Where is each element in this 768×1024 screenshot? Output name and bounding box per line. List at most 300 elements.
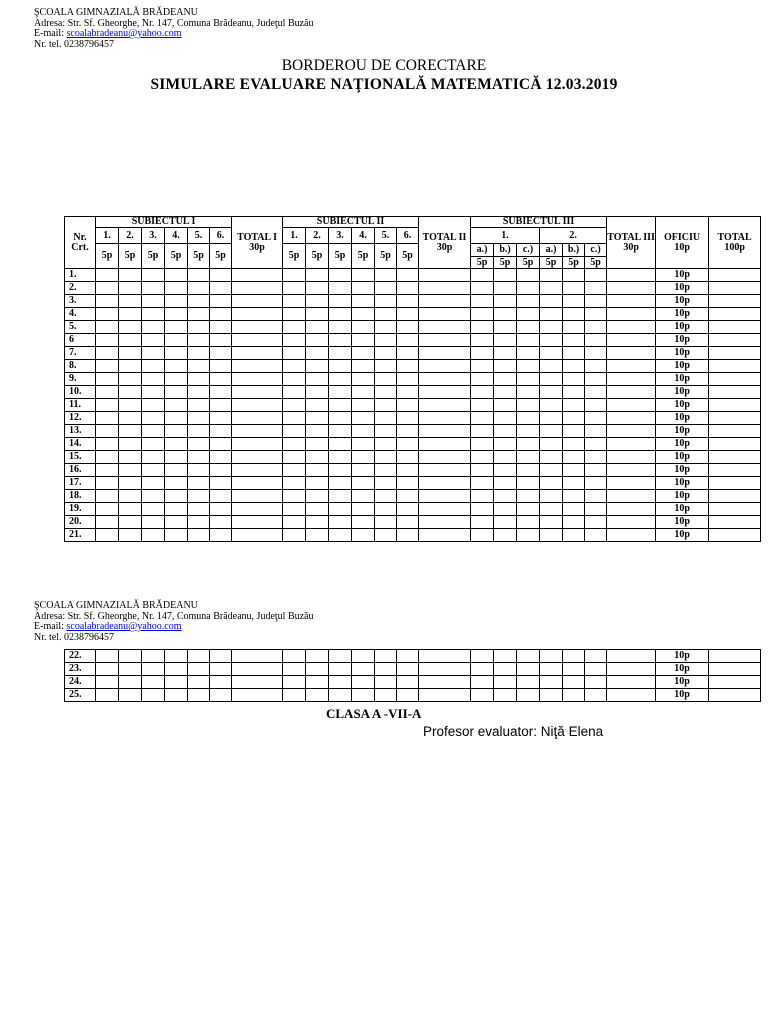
grade-cell[interactable] [471,516,494,529]
grade-cell[interactable] [96,503,119,516]
grade-cell[interactable] [329,412,352,425]
grade-cell[interactable] [210,464,232,477]
grade-cell[interactable] [232,529,283,542]
grade-cell[interactable] [397,425,419,438]
grade-cell[interactable] [210,676,232,689]
grade-cell[interactable] [329,689,352,702]
grade-cell[interactable] [165,676,188,689]
grade-cell[interactable] [306,477,329,490]
grade-cell[interactable] [210,360,232,373]
grade-cell[interactable] [232,438,283,451]
grade-cell[interactable] [232,386,283,399]
grade-cell[interactable] [96,689,119,702]
grade-cell[interactable] [585,269,607,282]
total-cell[interactable] [709,269,761,282]
grade-cell[interactable] [165,425,188,438]
grade-cell[interactable] [563,438,585,451]
grade-cell[interactable] [397,676,419,689]
grade-cell[interactable] [306,347,329,360]
grade-cell[interactable] [188,386,210,399]
total-cell[interactable] [709,386,761,399]
grade-cell[interactable] [540,464,563,477]
grade-cell[interactable] [165,269,188,282]
grade-cell[interactable] [352,399,375,412]
grade-cell[interactable] [563,334,585,347]
grade-cell[interactable] [329,490,352,503]
grade-cell[interactable] [585,464,607,477]
grade-cell[interactable] [517,360,540,373]
grade-cell[interactable] [96,650,119,663]
grade-cell[interactable] [306,321,329,334]
grade-cell[interactable] [517,425,540,438]
grade-cell[interactable] [607,412,656,425]
grade-cell[interactable] [471,663,494,676]
grade-cell[interactable] [119,689,142,702]
grade-cell[interactable] [397,347,419,360]
grade-cell[interactable] [96,282,119,295]
grade-cell[interactable] [352,490,375,503]
grade-cell[interactable] [397,503,419,516]
grade-cell[interactable] [119,477,142,490]
grade-cell[interactable] [397,490,419,503]
grade-cell[interactable] [329,334,352,347]
grade-cell[interactable] [119,676,142,689]
grade-cell[interactable] [283,490,306,503]
grade-cell[interactable] [352,321,375,334]
grade-cell[interactable] [142,334,165,347]
grade-cell[interactable] [563,360,585,373]
grade-cell[interactable] [517,308,540,321]
grade-cell[interactable] [607,503,656,516]
grade-cell[interactable] [563,503,585,516]
grade-cell[interactable] [585,321,607,334]
grade-cell[interactable] [142,425,165,438]
grade-cell[interactable] [119,321,142,334]
grade-cell[interactable] [165,282,188,295]
grade-cell[interactable] [188,529,210,542]
grade-cell[interactable] [188,477,210,490]
grade-cell[interactable] [419,269,471,282]
grade-cell[interactable] [352,650,375,663]
total-cell[interactable] [709,464,761,477]
grade-cell[interactable] [210,295,232,308]
grade-cell[interactable] [329,373,352,386]
grade-cell[interactable] [585,451,607,464]
total-cell[interactable] [709,321,761,334]
grade-cell[interactable] [306,676,329,689]
grade-cell[interactable] [210,373,232,386]
grade-cell[interactable] [165,477,188,490]
grade-cell[interactable] [283,399,306,412]
grade-cell[interactable] [540,269,563,282]
grade-cell[interactable] [563,529,585,542]
grade-cell[interactable] [232,334,283,347]
grade-cell[interactable] [540,282,563,295]
grade-cell[interactable] [397,321,419,334]
grade-cell[interactable] [585,503,607,516]
grade-cell[interactable] [563,412,585,425]
grade-cell[interactable] [585,490,607,503]
grade-cell[interactable] [517,399,540,412]
grade-cell[interactable] [607,269,656,282]
grade-cell[interactable] [540,399,563,412]
grade-cell[interactable] [563,451,585,464]
grade-cell[interactable] [306,503,329,516]
grade-cell[interactable] [607,490,656,503]
grade-cell[interactable] [607,360,656,373]
total-cell[interactable] [709,399,761,412]
grade-cell[interactable] [419,282,471,295]
grade-cell[interactable] [517,516,540,529]
grade-cell[interactable] [329,308,352,321]
grade-cell[interactable] [329,347,352,360]
grade-cell[interactable] [306,516,329,529]
grade-cell[interactable] [517,386,540,399]
grade-cell[interactable] [96,347,119,360]
grade-cell[interactable] [142,477,165,490]
grade-cell[interactable] [397,529,419,542]
grade-cell[interactable] [306,689,329,702]
grade-cell[interactable] [585,516,607,529]
grade-cell[interactable] [283,347,306,360]
grade-cell[interactable] [165,490,188,503]
grade-cell[interactable] [375,451,397,464]
grade-cell[interactable] [119,425,142,438]
grade-cell[interactable] [540,516,563,529]
grade-cell[interactable] [283,477,306,490]
grade-cell[interactable] [188,295,210,308]
grade-cell[interactable] [397,308,419,321]
grade-cell[interactable] [397,373,419,386]
grade-cell[interactable] [419,412,471,425]
grade-cell[interactable] [563,308,585,321]
grade-cell[interactable] [471,464,494,477]
grade-cell[interactable] [563,676,585,689]
grade-cell[interactable] [329,650,352,663]
grade-cell[interactable] [375,503,397,516]
grade-cell[interactable] [119,399,142,412]
grade-cell[interactable] [494,490,517,503]
grade-cell[interactable] [188,650,210,663]
grade-cell[interactable] [232,321,283,334]
grade-cell[interactable] [142,269,165,282]
grade-cell[interactable] [329,360,352,373]
grade-cell[interactable] [471,321,494,334]
grade-cell[interactable] [188,308,210,321]
grade-cell[interactable] [585,438,607,451]
grade-cell[interactable] [397,334,419,347]
grade-cell[interactable] [494,360,517,373]
grade-cell[interactable] [494,516,517,529]
grade-cell[interactable] [329,269,352,282]
grade-cell[interactable] [494,477,517,490]
grade-cell[interactable] [352,295,375,308]
grade-cell[interactable] [419,516,471,529]
grade-cell[interactable] [352,477,375,490]
grade-cell[interactable] [585,347,607,360]
grade-cell[interactable] [142,503,165,516]
grade-cell[interactable] [283,438,306,451]
grade-cell[interactable] [352,676,375,689]
grade-cell[interactable] [142,308,165,321]
grade-cell[interactable] [96,451,119,464]
grade-cell[interactable] [471,399,494,412]
grade-cell[interactable] [119,373,142,386]
grade-cell[interactable] [585,676,607,689]
grade-cell[interactable] [375,360,397,373]
grade-cell[interactable] [165,321,188,334]
grade-cell[interactable] [232,516,283,529]
grade-cell[interactable] [563,490,585,503]
grade-cell[interactable] [471,412,494,425]
grade-cell[interactable] [283,676,306,689]
grade-cell[interactable] [329,676,352,689]
grade-cell[interactable] [283,689,306,702]
grade-cell[interactable] [188,516,210,529]
grade-cell[interactable] [419,386,471,399]
grade-cell[interactable] [142,451,165,464]
grade-cell[interactable] [471,269,494,282]
grade-cell[interactable] [397,282,419,295]
grade-cell[interactable] [306,373,329,386]
grade-cell[interactable] [119,663,142,676]
grade-cell[interactable] [232,425,283,438]
grade-cell[interactable] [329,503,352,516]
grade-cell[interactable] [142,516,165,529]
grade-cell[interactable] [96,529,119,542]
grade-cell[interactable] [494,412,517,425]
grade-cell[interactable] [352,282,375,295]
grade-cell[interactable] [375,490,397,503]
grade-cell[interactable] [352,503,375,516]
grade-cell[interactable] [540,663,563,676]
grade-cell[interactable] [329,321,352,334]
grade-cell[interactable] [494,308,517,321]
grade-cell[interactable] [142,650,165,663]
grade-cell[interactable] [540,334,563,347]
grade-cell[interactable] [419,503,471,516]
grade-cell[interactable] [352,438,375,451]
grade-cell[interactable] [563,516,585,529]
grade-cell[interactable] [471,425,494,438]
grade-cell[interactable] [352,663,375,676]
grade-cell[interactable] [517,529,540,542]
grade-cell[interactable] [517,464,540,477]
grade-cell[interactable] [142,360,165,373]
grade-cell[interactable] [375,386,397,399]
grade-cell[interactable] [471,451,494,464]
grade-cell[interactable] [142,676,165,689]
grade-cell[interactable] [419,321,471,334]
grade-cell[interactable] [352,464,375,477]
grade-cell[interactable] [232,373,283,386]
grade-cell[interactable] [563,386,585,399]
grade-cell[interactable] [540,676,563,689]
grade-cell[interactable] [563,464,585,477]
grade-cell[interactable] [232,663,283,676]
grade-cell[interactable] [607,464,656,477]
grade-cell[interactable] [585,689,607,702]
grade-cell[interactable] [119,503,142,516]
grade-cell[interactable] [419,360,471,373]
grade-cell[interactable] [210,689,232,702]
grade-cell[interactable] [607,477,656,490]
grade-cell[interactable] [306,386,329,399]
grade-cell[interactable] [232,451,283,464]
grade-cell[interactable] [165,663,188,676]
grade-cell[interactable] [540,321,563,334]
total-cell[interactable] [709,650,761,663]
grade-cell[interactable] [585,663,607,676]
grade-cell[interactable] [188,373,210,386]
grade-cell[interactable] [494,650,517,663]
email-link[interactable]: scoalabradeanu@yahoo.com [66,28,182,39]
grade-cell[interactable] [210,490,232,503]
grade-cell[interactable] [119,516,142,529]
grade-cell[interactable] [96,373,119,386]
grade-cell[interactable] [585,282,607,295]
grade-cell[interactable] [471,689,494,702]
grade-cell[interactable] [397,360,419,373]
grade-cell[interactable] [306,438,329,451]
grade-cell[interactable] [607,399,656,412]
grade-cell[interactable] [283,503,306,516]
total-cell[interactable] [709,451,761,464]
grade-cell[interactable] [232,676,283,689]
grade-cell[interactable] [375,464,397,477]
grade-cell[interactable] [119,650,142,663]
grade-cell[interactable] [188,425,210,438]
grade-cell[interactable] [540,412,563,425]
grade-cell[interactable] [165,438,188,451]
grade-cell[interactable] [352,516,375,529]
grade-cell[interactable] [375,321,397,334]
grade-cell[interactable] [96,438,119,451]
grade-cell[interactable] [283,269,306,282]
grade-cell[interactable] [232,269,283,282]
grade-cell[interactable] [165,347,188,360]
grade-cell[interactable] [517,689,540,702]
grade-cell[interactable] [119,347,142,360]
grade-cell[interactable] [517,373,540,386]
grade-cell[interactable] [306,295,329,308]
grade-cell[interactable] [517,451,540,464]
total-cell[interactable] [709,689,761,702]
grade-cell[interactable] [165,650,188,663]
grade-cell[interactable] [165,308,188,321]
grade-cell[interactable] [188,321,210,334]
grade-cell[interactable] [119,282,142,295]
grade-cell[interactable] [232,412,283,425]
total-cell[interactable] [709,516,761,529]
grade-cell[interactable] [96,386,119,399]
grade-cell[interactable] [232,477,283,490]
grade-cell[interactable] [188,663,210,676]
grade-cell[interactable] [375,399,397,412]
grade-cell[interactable] [352,529,375,542]
grade-cell[interactable] [142,464,165,477]
grade-cell[interactable] [283,425,306,438]
grade-cell[interactable] [471,529,494,542]
grade-cell[interactable] [419,425,471,438]
grade-cell[interactable] [563,347,585,360]
grade-cell[interactable] [585,425,607,438]
grade-cell[interactable] [607,663,656,676]
grade-cell[interactable] [306,308,329,321]
grade-cell[interactable] [306,334,329,347]
grade-cell[interactable] [375,295,397,308]
grade-cell[interactable] [210,477,232,490]
grade-cell[interactable] [419,295,471,308]
grade-cell[interactable] [375,334,397,347]
grade-cell[interactable] [329,663,352,676]
grade-cell[interactable] [232,308,283,321]
grade-cell[interactable] [142,663,165,676]
grade-cell[interactable] [188,399,210,412]
grade-cell[interactable] [306,360,329,373]
grade-cell[interactable] [517,676,540,689]
grade-cell[interactable] [329,438,352,451]
grade-cell[interactable] [419,650,471,663]
grade-cell[interactable] [471,282,494,295]
grade-cell[interactable] [419,373,471,386]
grade-cell[interactable] [232,295,283,308]
grade-cell[interactable] [517,269,540,282]
grade-cell[interactable] [119,464,142,477]
grade-cell[interactable] [375,676,397,689]
grade-cell[interactable] [96,412,119,425]
grade-cell[interactable] [471,438,494,451]
grade-cell[interactable] [210,425,232,438]
grade-cell[interactable] [232,464,283,477]
grade-cell[interactable] [585,373,607,386]
grade-cell[interactable] [563,269,585,282]
grade-cell[interactable] [283,334,306,347]
grade-cell[interactable] [142,282,165,295]
grade-cell[interactable] [397,386,419,399]
grade-cell[interactable] [142,412,165,425]
grade-cell[interactable] [165,295,188,308]
grade-cell[interactable] [142,295,165,308]
grade-cell[interactable] [375,282,397,295]
grade-cell[interactable] [419,347,471,360]
grade-cell[interactable] [142,321,165,334]
grade-cell[interactable] [165,529,188,542]
grade-cell[interactable] [210,334,232,347]
grade-cell[interactable] [142,529,165,542]
grade-cell[interactable] [232,650,283,663]
grade-cell[interactable] [96,308,119,321]
grade-cell[interactable] [352,451,375,464]
grade-cell[interactable] [96,269,119,282]
grade-cell[interactable] [471,676,494,689]
grade-cell[interactable] [540,689,563,702]
grade-cell[interactable] [329,282,352,295]
grade-cell[interactable] [119,360,142,373]
grade-cell[interactable] [306,451,329,464]
grade-cell[interactable] [517,477,540,490]
grade-cell[interactable] [607,334,656,347]
grade-cell[interactable] [210,412,232,425]
grade-cell[interactable] [494,373,517,386]
grade-cell[interactable] [306,490,329,503]
grade-cell[interactable] [494,399,517,412]
total-cell[interactable] [709,412,761,425]
grade-cell[interactable] [419,477,471,490]
grade-cell[interactable] [165,464,188,477]
grade-cell[interactable] [585,650,607,663]
grade-cell[interactable] [585,360,607,373]
